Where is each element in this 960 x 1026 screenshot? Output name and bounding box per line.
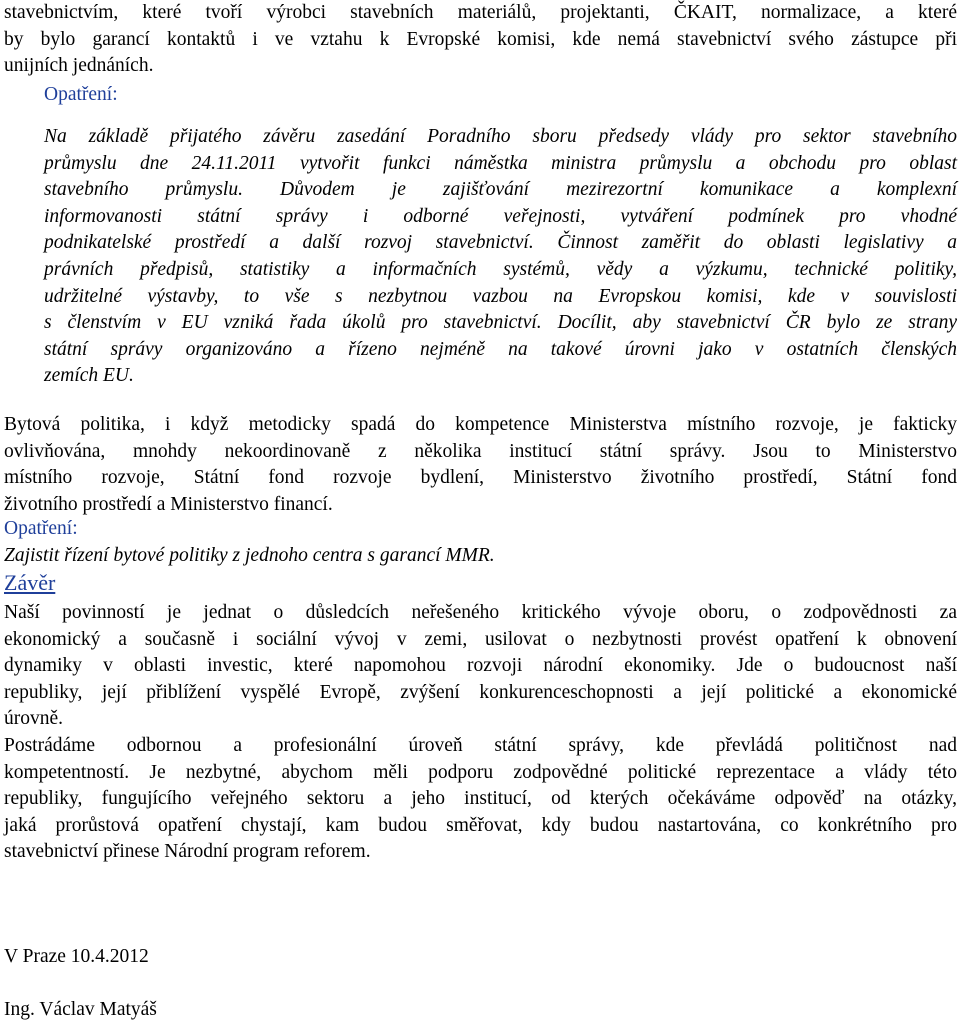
text-line: místního rozvoje, Státní fond rozvoje bydlení, Ministerstvo životního prostředí, Státní fond xyxy=(4,467,957,489)
text-line: státní správy organizováno a řízeno nejméně na takové úrovni jako v ostatních členských xyxy=(44,338,957,360)
intro-paragraph xyxy=(4,0,957,80)
housing-paragraph xyxy=(4,412,957,518)
text-line: republiky, fungujícího veřejného sektoru a jeho institucí, od kterých očekáváme odpověď na otázky, xyxy=(4,788,957,810)
text-line: ekonomický a současně i sociální vývoj v zemi, usilovat o nezbytnosti provést opatření k obnovení xyxy=(4,628,957,650)
conclusion-paragraph-1 xyxy=(4,600,957,733)
measure-label: Opatření: xyxy=(44,84,118,105)
text-line: s členstvím v EU vzniká řada úkolů pro stavebnictví. Docílit, aby stavebnictví ČR bylo ze strany xyxy=(44,312,957,334)
text-line: dynamiky v oblasti investic, které napomohou rozvoji národní ekonomiky. Jde o budoucnost naší xyxy=(4,655,957,677)
conclusion-paragraph-2 xyxy=(4,733,957,866)
measure-text-2: Zajistit řízení bytové politiky z jednoho centra s garancí MMR. xyxy=(4,545,495,566)
text-line: Postrádáme odbornou a profesionální úroveň státní správy, kde převládá političnost nad xyxy=(4,735,957,756)
text-line: unijních jednáních. xyxy=(4,55,154,77)
conclusion-heading: Závěr xyxy=(4,570,56,595)
text-line: Naší povinností je jednat o důsledcích neřešeného kritického vývoje oboru, o zodpovědnosti za xyxy=(4,602,957,623)
text-line: republiky, její přiblížení vyspělé Evropě, zvýšení konkurenceschopnosti a její politické a ekonomické xyxy=(4,681,957,703)
text-line: stavebního průmyslu. Důvodem je zajišťování mezirezortní komunikace a komplexní xyxy=(44,179,957,201)
text-line: Na základě přijatého závěru zasedání Poradního sboru předsedy vlády pro sektor stavebního xyxy=(44,126,957,147)
text-line: úrovně. xyxy=(4,708,64,730)
signature: Ing. Václav Matyáš xyxy=(4,999,157,1020)
text-line: by bylo garancí kontaktů i ve vztahu k Evropské komisi, kde nemá stavebnictví svého zástupce při xyxy=(4,28,957,50)
text-line: ovlivňována, mnohdy nekoordinovaně z několika institucí státní správy. Jsou to Ministerstvo xyxy=(4,440,957,462)
place-date: V Praze 10.4.2012 xyxy=(4,946,149,967)
text-line: udržitelné výstavby, to vše s nezbytnou vazbou na Evropskou komisi, kde v souvislosti xyxy=(44,285,957,307)
text-line: zemích EU. xyxy=(44,365,134,387)
text-line: informovanosti státní správy i odborné veřejnosti, vytváření podmínek pro vhodné xyxy=(44,205,957,227)
text-line: jaká prorůstová opatření chystají, kam budou směřovat, kdy budou nastartována, co konkrétního pro xyxy=(4,814,957,836)
text-line: stavebnictví přinese Národní program reforem. xyxy=(4,841,371,863)
text-line: průmyslu dne 24.11.2011 vytvořit funkci náměstka ministra průmyslu a obchodu pro oblast xyxy=(44,152,957,174)
text-line: podnikatelské prostředí a další rozvoj stavebnictví. Činnost zaměřit do oblasti legislativy a xyxy=(44,232,957,254)
text-line: právních předpisů, statistiky a informačních systémů, vědy a výzkumu, technické politiky, xyxy=(44,258,957,280)
measure-paragraph xyxy=(44,124,957,390)
text-line: Bytová politika, i když metodicky spadá do kompetence Ministerstva místního rozvoje, je fakticky xyxy=(4,414,957,435)
text-line: životního prostředí a Ministerstvo financí. xyxy=(4,493,333,515)
text-line: stavebnictvím, které tvoří výrobci stavebních materiálů, projektanti, ČKAIT, normalizace, a které xyxy=(4,2,957,23)
text-line: kompetentností. Je nezbytné, abychom měli podporu zodpovědné politické reprezentace a vlády této xyxy=(4,761,957,783)
measure-label-2: Opatření: xyxy=(4,518,78,539)
